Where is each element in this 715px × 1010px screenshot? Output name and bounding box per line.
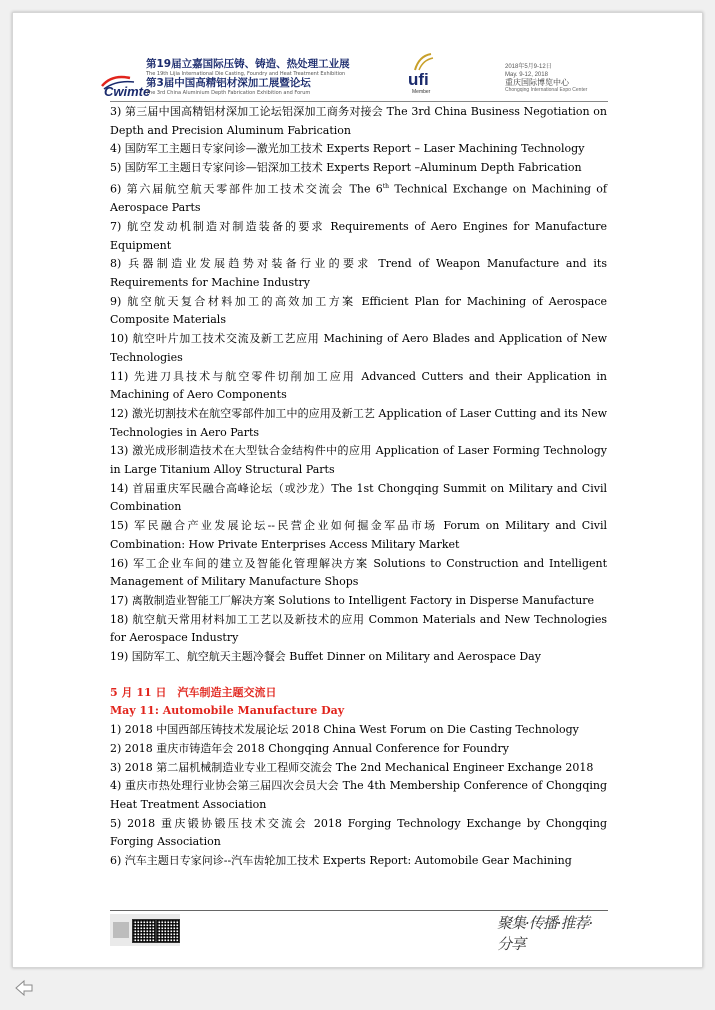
subtitle-line-2: The 3rd China Aluminium Depth Fabrication Exhibition and Forum xyxy=(146,90,311,96)
ufi-arc-icon xyxy=(405,52,439,72)
list-item: 13) 激光成形制造技术在大型钛合金结构件中的应用 Application of Laser Forming Technology in Large Titanium Alloy Structural Parts xyxy=(110,444,607,477)
cwimte-logo xyxy=(100,56,151,99)
venue-en: Chongqing International Expo Center xyxy=(505,86,588,93)
page-header xyxy=(100,42,610,100)
list-item: 14) 首届重庆军民融合高峰论坛（或沙龙）The 1st Chongqing Summit on Military and Civil Combination xyxy=(110,481,607,514)
list-item: 7) 航空发动机制造对制造装备的要求 Requirements of Aero Engines for Manufacture Equipment xyxy=(110,219,607,252)
section-heading-cn: 5 月 11 日 汽车制造主题交流日 xyxy=(110,685,277,699)
list-item: 11) 先进刀具技术与航空零件切削加工应用 Advanced Cutters and their Application in Machining of Aero Components xyxy=(110,369,607,402)
list-item: 12) 激光切割技术在航空零部件加工中的应用及新工艺 Application of Laser Cutting and its New Technologies in Aero Parts xyxy=(110,406,607,439)
title-line-1: 第19届立嘉国际压铸、铸造、热处理工业展 xyxy=(146,58,350,70)
list-item: 2) 2018 重庆市铸造年会 2018 Chongqing Annual Conference for Foundry xyxy=(110,741,509,755)
section-heading-en: May 11: Automobile Manufacture Day xyxy=(110,704,345,718)
subtitle-line-1: The 19th Lijia International Die Casting, Foundry and Heat Treatment Exhibition xyxy=(146,71,346,77)
list-item: 5) 国防军工主题日专家问诊—铝深加工技术 Experts Report –Aluminum Depth Fabrication xyxy=(110,161,582,175)
document-body xyxy=(110,103,607,871)
list-item: 9) 航空航天复合材料加工的高效加工方案 Efficient Plan for Machining of Aerospace Composite Materials xyxy=(110,294,607,327)
venue-cn: 重庆国际博览中心 xyxy=(505,78,569,87)
list-item: 16) 军工企业车间的建立及智能化管理解决方案 Solutions to Construction and Intelligent Management of Military Manufacture Shops xyxy=(110,556,607,589)
list-item: 6) 汽车主题日专家问诊--汽车齿轮加工技术 Experts Report: Automobile Gear Machining xyxy=(110,854,572,868)
back-arrow-icon[interactable] xyxy=(14,978,34,998)
list-item: 3) 第三届中国高精铝材深加工论坛铝深加工商务对接会 The 3rd China Business Negotiation on Depth and Precision Aluminum Fabrication xyxy=(110,105,607,137)
list-item: 19) 国防军工、航空航天主题冷餐会 Buffet Dinner on Military and Aerospace Day xyxy=(110,650,541,664)
header-divider xyxy=(110,101,608,102)
list-item: 6) 第六届航空航天零部件加工技术交流会 The 6th Technical Exchange on Machining of Aerospace Parts xyxy=(110,182,607,215)
list-item: 4) 国防军工主题日专家问诊—激光加工技术 Experts Report – Laser Machining Technology xyxy=(110,142,585,156)
list-item: 4) 重庆市热处理行业协会第三届四次会员大会 The 4th Membership Conference of Chongqing Heat Treatment Association xyxy=(110,779,607,811)
event-dates xyxy=(505,64,615,94)
list-item: 18) 航空航天常用材料加工工艺以及新技术的应用 Common Materials and New Technologies for Aerospace Industry xyxy=(110,612,607,645)
footer-divider xyxy=(110,910,608,911)
date-en: May. 9-12, 2018 xyxy=(505,71,548,78)
ufi-text: ufi xyxy=(408,70,429,89)
list-item: 8) 兵器制造业发展趋势对装备行业的要求 Trend of Weapon Manufacture and its Requirements for Machine Industry xyxy=(110,257,607,289)
wechat-badge-icon xyxy=(113,922,129,938)
ufi-member-text: Member xyxy=(412,89,431,95)
list-item: 10) 航空叶片加工技术交流及新工艺应用 Machining of Aero Blades and Application of New Technologies xyxy=(110,332,607,364)
list-item: 17) 离散制造业智能工厂解决方案 Solutions to Intelligent Factory in Disperse Manufacture xyxy=(110,593,595,607)
date-cn: 2018年5月9-12日 xyxy=(505,64,552,70)
title-line-2: 第3届中国高精铝材深加工展暨论坛 xyxy=(146,77,311,89)
qr-code-icon xyxy=(156,919,180,943)
ufi-logo xyxy=(405,52,439,96)
list-item: 5) 2018 重庆锻协锻压技术交流会 2018 Forging Technology Exchange by Chongqing Forging Association xyxy=(110,816,607,849)
list-item: 1) 2018 中国西部压铸技术发展论坛 2018 China West Forum on Die Casting Technology xyxy=(110,723,579,737)
list-item: 15) 军民融合产业发展论坛--民营企业如何掘金军品市场 Forum on Military and Civil Combination: How Private Enterprises Access Military Market xyxy=(110,519,607,551)
list-item: 3) 2018 第二届机械制造业专业工程师交流会 The 2nd Mechanical Engineer Exchange 2018 xyxy=(110,760,594,774)
footer-slogan: 聚集·传播·推荐·分享 xyxy=(497,914,593,953)
exhibition-title xyxy=(146,58,350,96)
footer-qr-codes xyxy=(110,914,180,946)
logo-text: Cwimte xyxy=(104,84,151,99)
qr-code-icon xyxy=(132,919,156,943)
